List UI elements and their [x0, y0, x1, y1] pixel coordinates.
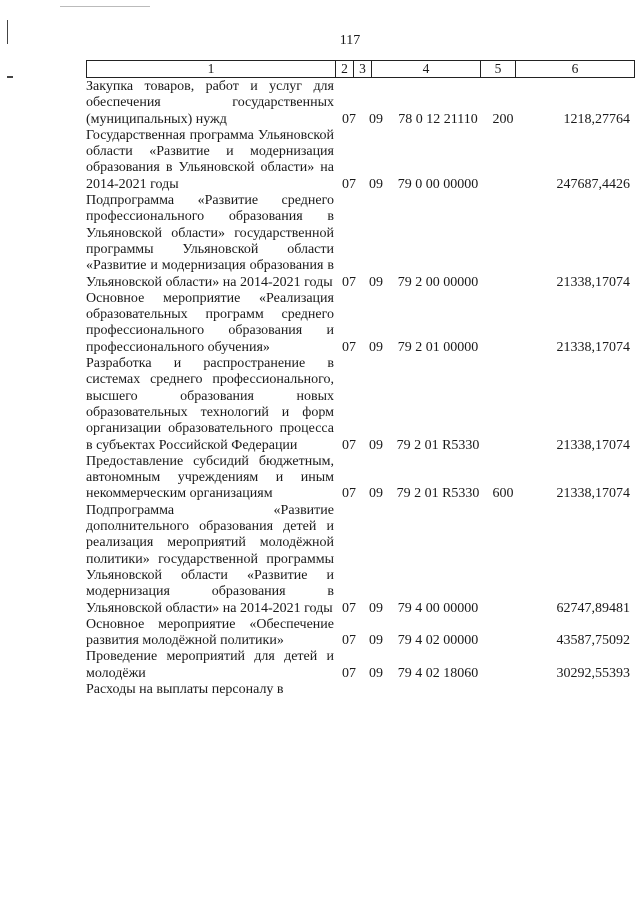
row-section: 07	[342, 176, 356, 192]
row-amount: 21338,17074	[556, 437, 630, 453]
row-name: Подпрограмма «Развитие дополнительного образования детей и реализация мероприятий молодёжной политики» государственной программы Ульяновской области «Развитие и модернизация образования в Ульяновской области» на 2014-2021 годы	[86, 502, 334, 616]
row-amount: 62747,89481	[556, 600, 630, 616]
row-target-code: 79 4 02 18060	[397, 665, 479, 681]
table-row	[86, 79, 636, 128]
table-row	[86, 682, 636, 698]
row-target-code: 79 4 02 00000	[397, 633, 479, 649]
row-expense-type: 600	[492, 486, 514, 502]
row-expense-type: 200	[492, 111, 514, 127]
row-target-code: 79 2 01 R5330	[396, 486, 480, 502]
row-name: Основное мероприятие «Реализация образовательных программ среднего профессионального образования и профессионального обучения»	[86, 290, 334, 355]
row-amount: 43587,75092	[556, 633, 630, 649]
row-target-code: 79 4 00 00000	[397, 600, 479, 616]
table-row	[86, 128, 636, 193]
row-section: 07	[342, 274, 356, 290]
row-subsection: 09	[369, 486, 383, 502]
budget-table-body	[86, 79, 636, 698]
row-target-code: 79 2 00 00000	[397, 274, 479, 290]
row-subsection: 09	[369, 600, 383, 616]
row-target-code: 78 0 12 21110	[398, 111, 478, 127]
row-section: 07	[342, 486, 356, 502]
header-col-5: 5	[481, 61, 516, 78]
table-row	[86, 617, 636, 650]
row-name: Разработка и распространение в системах среднего профессионального, высшего образования новых образовательных технологий и форм организации образовательного процесса в субъектах Российской Федерации	[86, 356, 334, 453]
header-col-4: 4	[372, 61, 481, 78]
header-col-2: 2	[336, 61, 354, 78]
row-subsection: 09	[369, 339, 383, 355]
row-name: Государственная программа Ульяновской области «Развитие и модернизация образования в Ульяновской области» на 2014-2021 годы	[86, 127, 334, 192]
row-section: 07	[342, 111, 356, 127]
row-amount: 21338,17074	[556, 339, 630, 355]
table-row	[86, 503, 636, 617]
table-row	[86, 454, 636, 503]
row-section: 07	[342, 665, 356, 681]
row-subsection: 09	[369, 633, 383, 649]
row-amount: 1218,27764	[563, 111, 630, 127]
row-section: 07	[342, 437, 356, 453]
row-subsection: 09	[369, 274, 383, 290]
row-name: Расходы на выплаты персоналу в	[86, 681, 284, 697]
header-col-1: 1	[87, 61, 336, 78]
row-subsection: 09	[369, 176, 383, 192]
row-subsection: 09	[369, 665, 383, 681]
scan-mark-top-line	[60, 6, 150, 7]
header-col-3: 3	[354, 61, 372, 78]
header-col-6: 6	[516, 61, 635, 78]
table-row	[86, 649, 636, 682]
row-name: Подпрограмма «Развитие среднего профессионального образования в Ульяновской области» государственной программы Ульяновской области «Развитие и модернизация образования в Ульяновской области» на 2014-2021 годы	[86, 193, 334, 290]
row-amount: 21338,17074	[556, 486, 630, 502]
row-name: Предоставление субсидий бюджетным, автономным учреждениям и иным некоммерческим организациям	[86, 453, 334, 502]
row-amount: 21338,17074	[556, 274, 630, 290]
row-section: 07	[342, 339, 356, 355]
table-row	[86, 193, 636, 291]
row-section: 07	[342, 633, 356, 649]
table-row	[86, 291, 636, 356]
page-number: 117	[339, 33, 361, 48]
row-amount: 247687,4426	[556, 176, 630, 192]
row-subsection: 09	[369, 437, 383, 453]
scan-mark-left	[7, 76, 13, 78]
table-row	[86, 356, 636, 454]
row-section: 07	[342, 600, 356, 616]
row-subsection: 09	[369, 111, 383, 127]
column-header-table	[86, 60, 635, 78]
row-name: Основное мероприятие «Обеспечение развития молодёжной политики»	[86, 616, 334, 649]
row-target-code: 79 2 01 R5330	[396, 437, 480, 453]
row-target-code: 79 0 00 00000	[397, 176, 479, 192]
row-name: Проведение мероприятий для детей и молодёжи	[86, 649, 334, 681]
row-name: Закупка товаров, работ и услуг для обеспечения государственных (муниципальных) нужд	[86, 79, 334, 127]
row-amount: 30292,55393	[556, 665, 630, 681]
row-target-code: 79 2 01 00000	[397, 339, 479, 355]
